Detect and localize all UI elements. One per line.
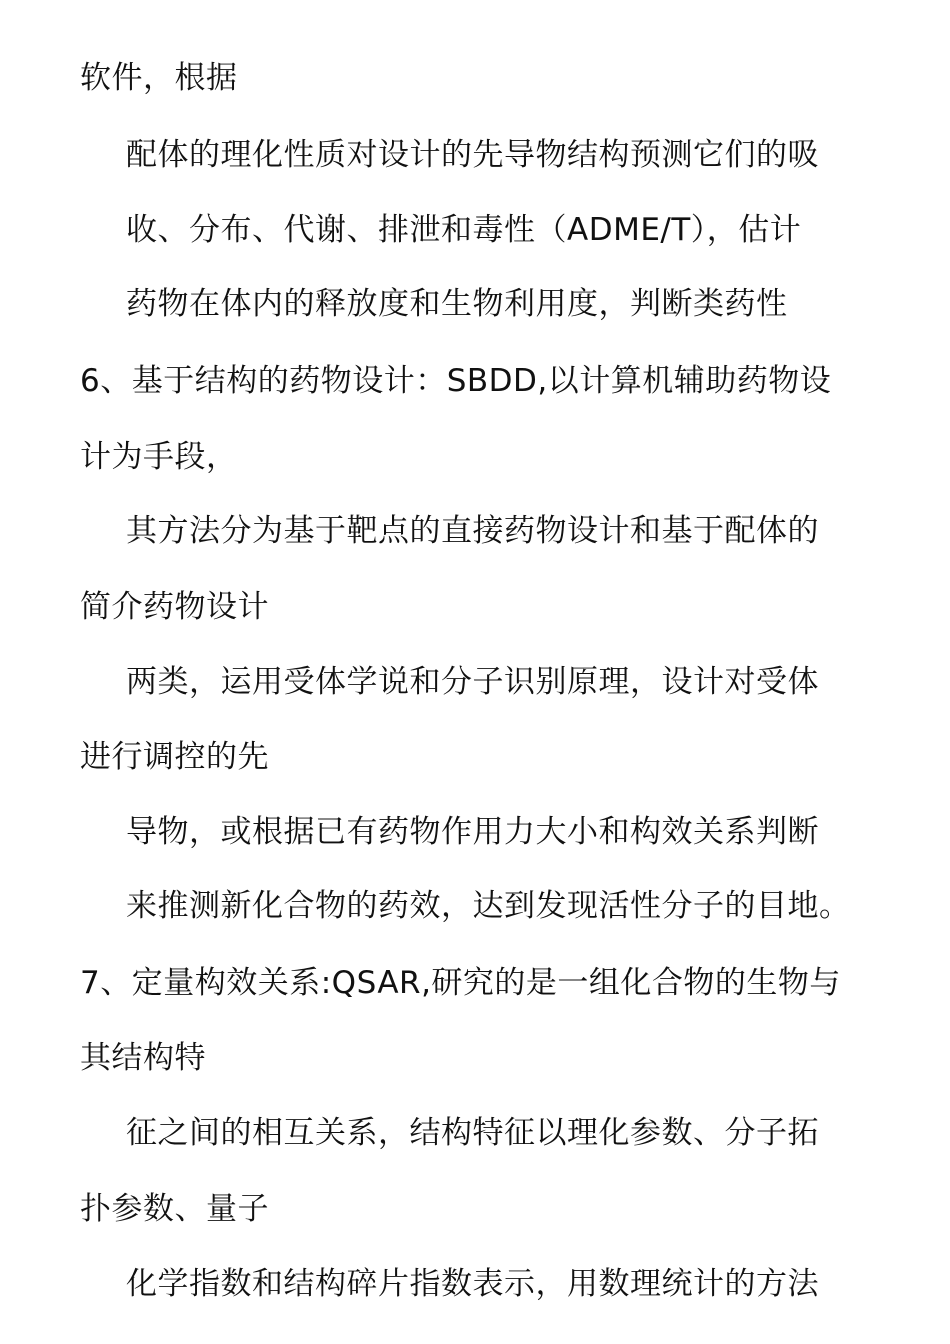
- text-line: 7、定量构效关系:QSAR,研究的是一组化合物的生物与: [80, 965, 841, 1001]
- text-line: 两类，运用受体学说和分子识别原理，设计对受体: [126, 664, 819, 700]
- text-line: 化学指数和结构碎片指数表示，用数理统计的方法: [126, 1266, 819, 1302]
- text-line: 计为手段，: [80, 439, 238, 475]
- text-line: 其方法分为基于靶点的直接药物设计和基于配体的: [126, 513, 819, 549]
- text-line: 配体的理化性质对设计的先导物结构预测它们的吸: [126, 137, 819, 173]
- text-line: 来推测新化合物的药效，达到发现活性分子的目地。: [126, 888, 851, 924]
- text-line: 导物，或根据已有药物作用力大小和构效关系判断: [126, 814, 819, 850]
- text-line: 其结构特: [80, 1040, 206, 1076]
- text-line: 简介药物设计: [80, 589, 269, 625]
- text-line: 6、基于结构的药物设计：SBDD,以计算机辅助药物设: [80, 363, 832, 399]
- text-line: 软件，根据: [80, 60, 238, 96]
- text-line: 收、分布、代谢、排泄和毒性（ADME/T），估计: [126, 212, 802, 248]
- text-line: 征之间的相互关系，结构特征以理化参数、分子拓: [126, 1115, 819, 1151]
- text-line: 进行调控的先: [80, 739, 269, 775]
- text-line: 扑参数、量子: [80, 1191, 269, 1227]
- text-line: 药物在体内的释放度和生物利用度，判断类药性: [126, 286, 788, 322]
